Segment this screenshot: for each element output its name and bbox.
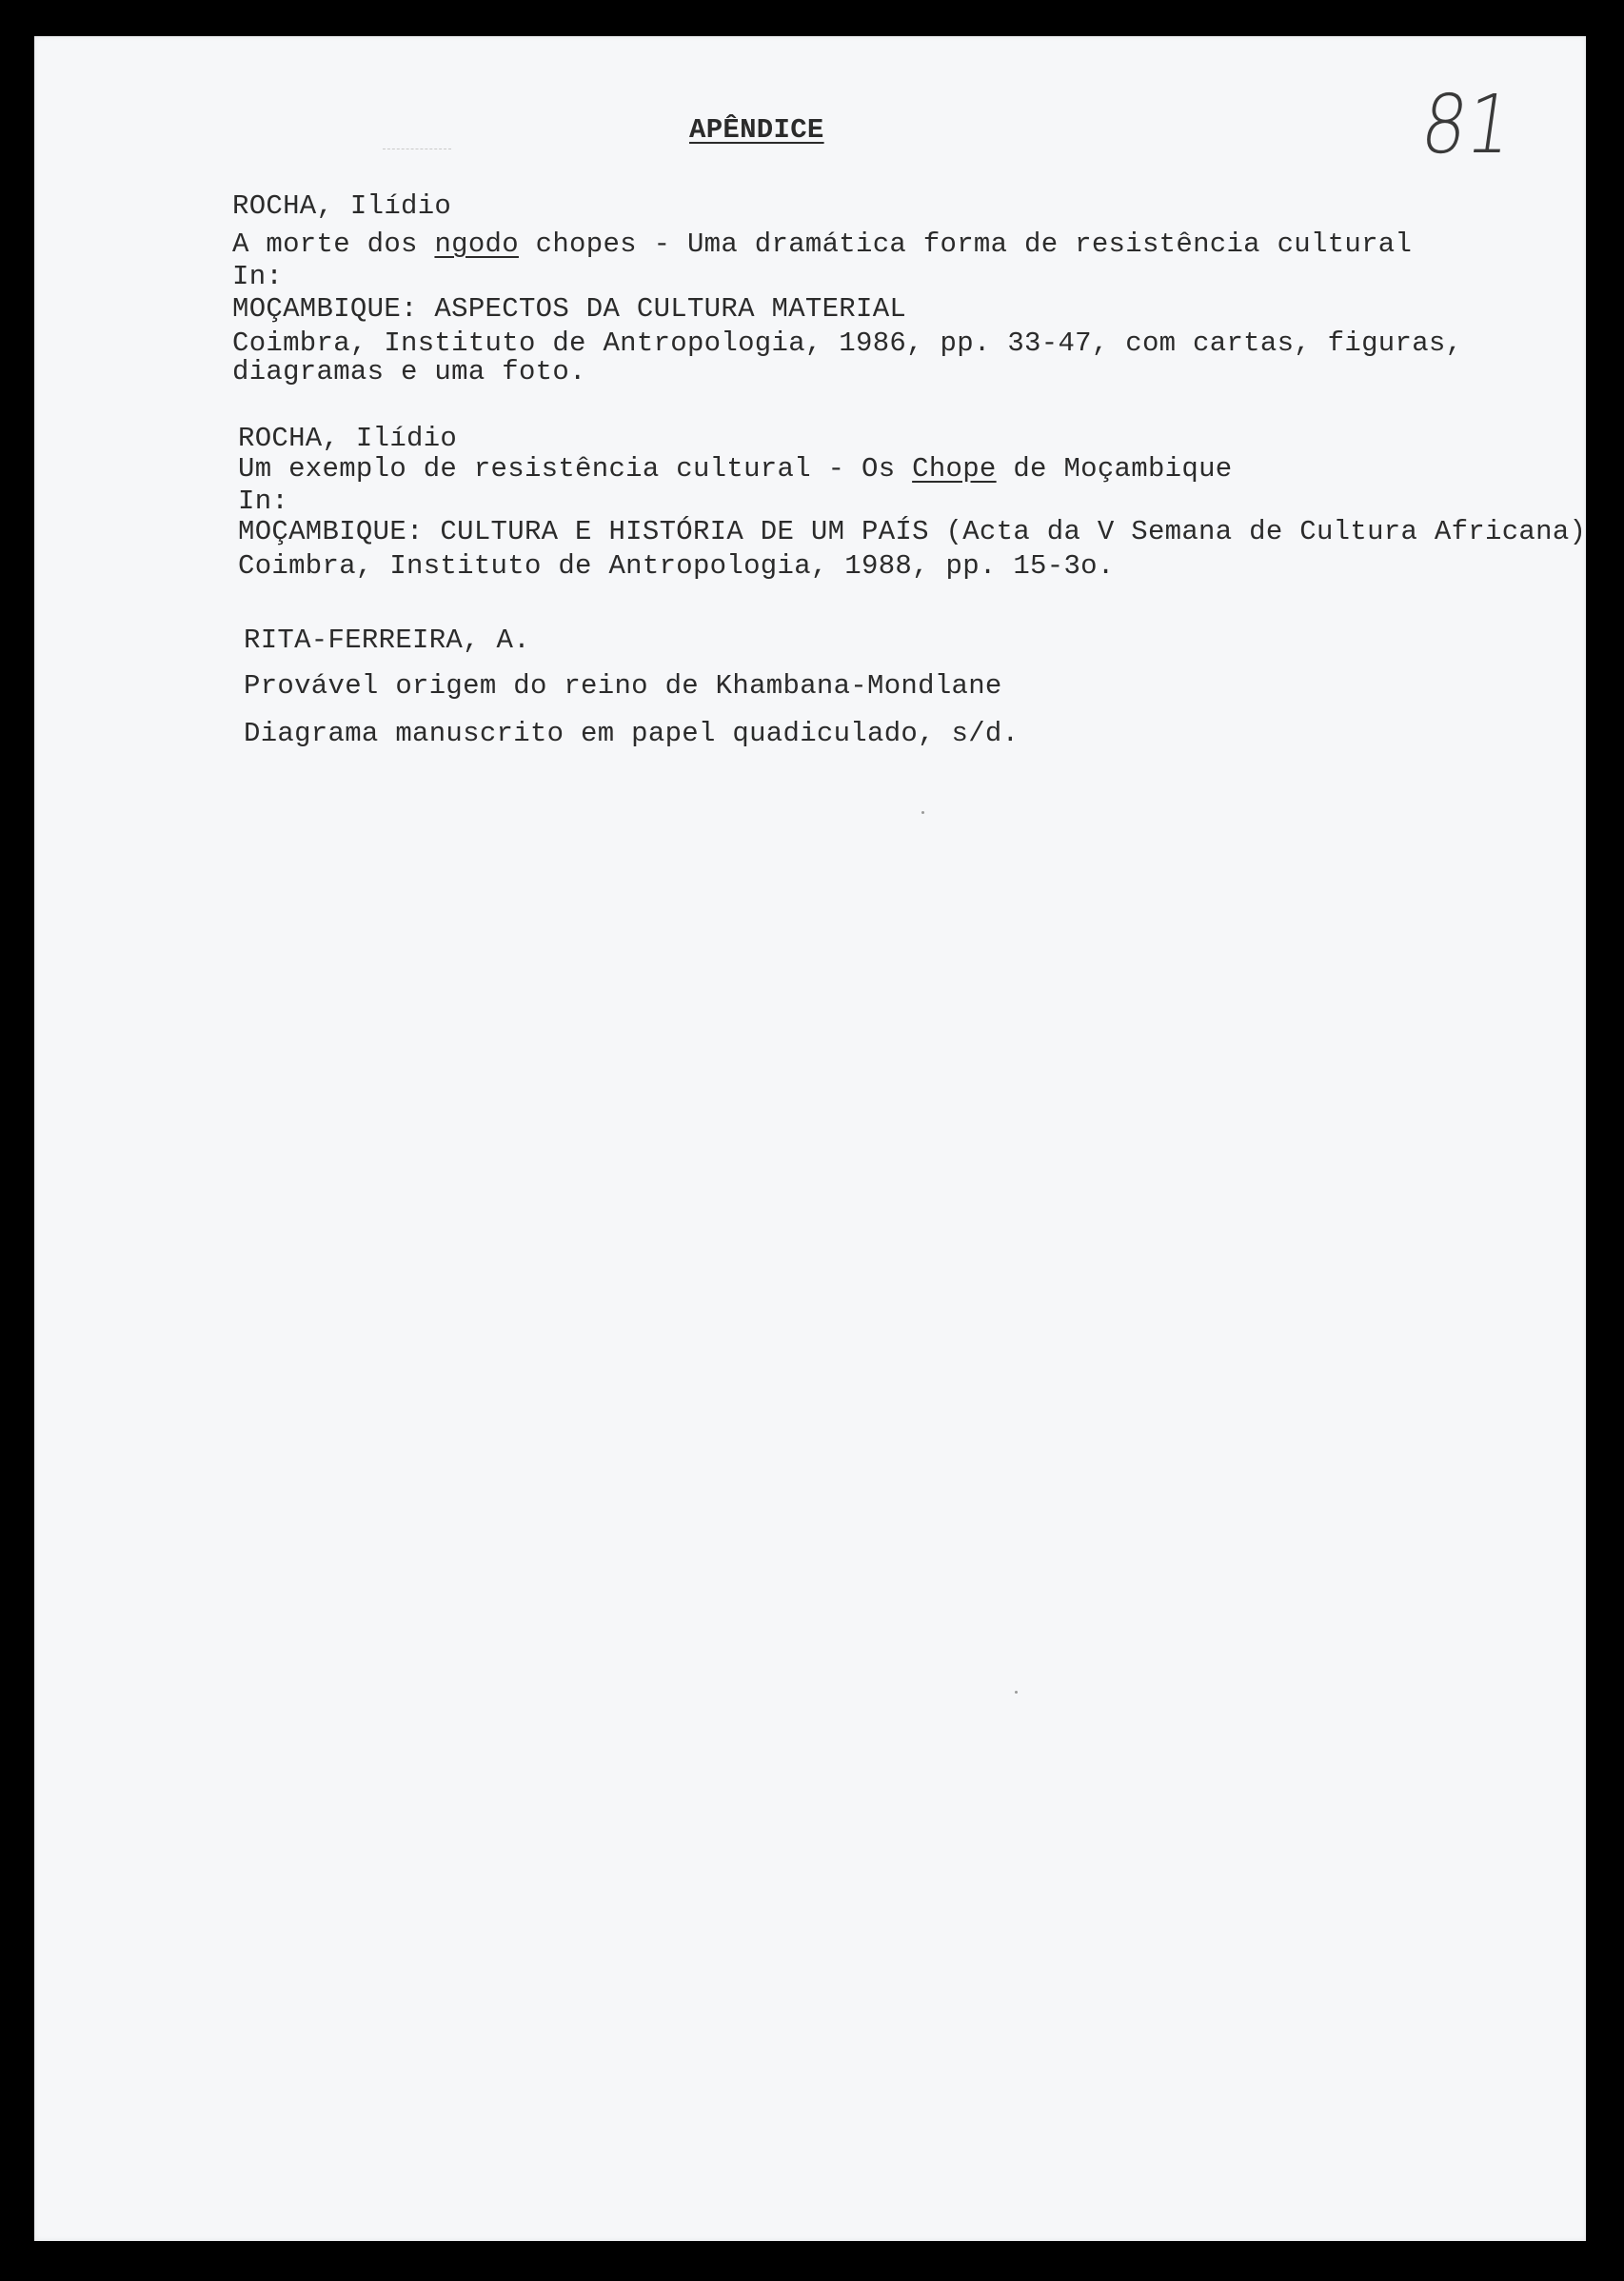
paper-speck <box>921 811 924 814</box>
entry-1-title-after: chopes - Uma dramática forma de resistência cultural <box>518 228 1413 260</box>
entry-2-in-label: In: <box>238 486 289 517</box>
entry-2-title-underlined: Chope <box>912 453 997 485</box>
entry-1-title-underlined: ngodo <box>434 228 519 260</box>
entry-2-title-before: Um exemplo de resistência cultural - Os <box>238 453 913 485</box>
entry-2-title <box>238 453 1232 485</box>
paper-speck <box>1015 1691 1018 1694</box>
entry-3-title: Provável origem do reino de Khambana-Mondlane <box>244 670 1002 702</box>
entry-1-source: MOÇAMBIQUE: ASPECTOS DA CULTURA MATERIAL <box>232 293 907 325</box>
entry-1-publication-line-2: diagramas e uma foto. <box>232 356 586 387</box>
page-title: APÊNDICE <box>689 114 824 146</box>
entry-1-in-label: In: <box>232 261 284 292</box>
handwritten-page-number: 81 <box>1416 77 1519 172</box>
entry-2-title-after: de Moçambique <box>996 453 1233 485</box>
entry-1-title <box>232 228 1412 260</box>
entry-3-author: RITA-FERREIRA, A. <box>244 625 530 656</box>
entry-1-publication-line-1: Coimbra, Instituto de Antropologia, 1986, pp. 33-47, com cartas, figuras, <box>232 327 1463 359</box>
entry-2-source: MOÇAMBIQUE: CULTURA E HISTÓRIA DE UM PAÍS (Acta da V Semana de Cultura Africana) <box>238 516 1587 547</box>
entry-2-publication-line-1: Coimbra, Instituto de Antropologia, 1988, pp. 15-3o. <box>238 550 1115 582</box>
entry-1-title-before: A morte dos <box>232 228 435 260</box>
entry-3-description: Diagrama manuscrito em papel quadiculado, s/d. <box>244 718 1020 749</box>
entry-2-author: ROCHA, Ilídio <box>238 423 458 454</box>
entry-1-author: ROCHA, Ilídio <box>232 190 452 222</box>
